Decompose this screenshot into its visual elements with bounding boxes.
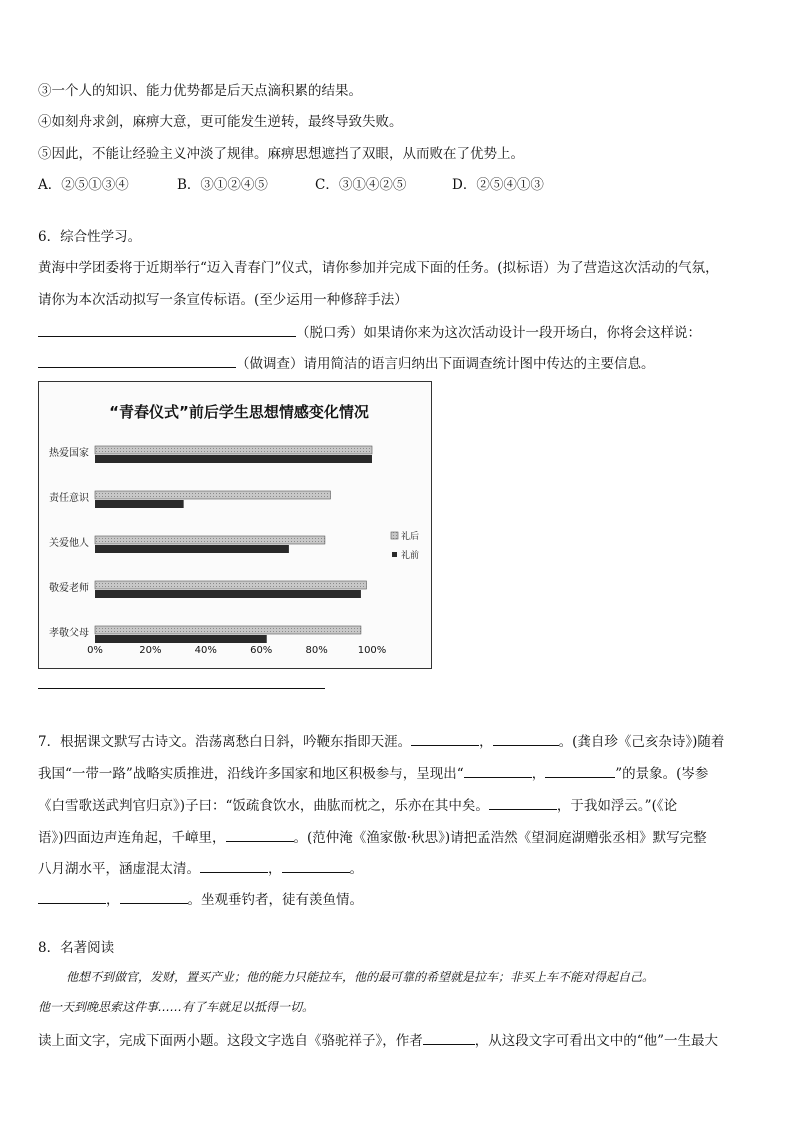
option-a: A．②⑤①③④ [38, 177, 129, 193]
category-label: 热爱国家 [49, 448, 89, 459]
bar-after [95, 581, 366, 589]
question-7-line-2 [38, 763, 708, 783]
survey-text: （做调查）请用简洁的语言归纳出下面调查统计图中传达的主要信息。 [236, 356, 655, 372]
text-line-1: ③一个人的知识、能力优势都是后天点滴积累的结果。 [38, 83, 362, 99]
comma: ， [268, 861, 282, 877]
answer-blank[interactable] [411, 731, 479, 746]
bar-before [95, 500, 184, 508]
question-6-paragraph-2: 请你为本次活动拟写一条宣传标语。(至少运用一种修辞手法） [38, 292, 408, 308]
comma: ， [106, 892, 120, 908]
bar-before [95, 545, 289, 553]
bar-before [95, 635, 267, 643]
q8-text-a: 读上面文字，完成下面两小题。这段文字选自《骆驼祥子》，作者 [38, 1033, 423, 1049]
q7-text-1b: 。(龚自珍《己亥杂诗》)随着 [558, 734, 725, 750]
category-label: 责任意识 [49, 493, 89, 504]
answer-blank[interactable] [200, 858, 268, 873]
answer-blank[interactable] [493, 731, 559, 746]
x-tick-label: 60% [250, 645, 273, 656]
answer-blank[interactable] [38, 322, 296, 337]
question-6-paragraph-4 [38, 353, 655, 373]
answer-blank[interactable] [282, 858, 350, 873]
category-label: 敬爱老师 [49, 583, 89, 594]
question-7-line-6 [38, 889, 363, 909]
question-7-line-4 [38, 827, 707, 847]
x-tick-label: 80% [305, 645, 328, 656]
comma: ， [531, 766, 546, 782]
q7-text-2b: ”的景象。(岑参 [615, 766, 709, 782]
q7-text-3a: 《白雪歌送武判官归京》)子曰：“饭疏食饮水，曲肱而枕之，乐亦在其中矣。 [38, 798, 489, 814]
bar-before [95, 455, 372, 463]
q7-text-4b: 。(范仲淹《渔家傲·秋思》)请把孟浩然《望洞庭湖赠张丞相》默写完整 [293, 830, 707, 846]
legend-label-before: 礼前 [401, 551, 420, 561]
legend-swatch-before [392, 552, 397, 557]
labels-layer [49, 446, 90, 639]
x-tick-label: 40% [194, 645, 217, 656]
text-line-3: ⑤因此，不能让经验主义冲淡了规律。麻痹思想遮挡了双眼，从而败在了优势上。 [38, 146, 524, 162]
option-c: C．③①④②⑤ [315, 177, 407, 193]
question-7-line-1 [38, 731, 724, 751]
question-6-title: 6．综合性学习。 [38, 229, 142, 245]
q7-text-3b: ，于我如浮云。”(《论 [556, 798, 678, 814]
bar-after [95, 626, 361, 634]
answer-blank[interactable] [38, 353, 236, 368]
excerpt-line-1: 他想不到做官，发财，置买产业；他的能力只能拉车，他的最可靠的希望就是拉车；非买上车不能对得起自己。 [66, 970, 655, 984]
question-7-line-3 [38, 795, 677, 815]
chart-canvas [39, 382, 431, 668]
q7-text-5: 八月湖水平，涵虚混太清。 [38, 861, 200, 877]
question-6-paragraph-1: 黄海中学团委将于近期举行“迈入青春门”仪式，请你参加并完成下面的任务。(拟标语）为了营造这次活动的气氛， [38, 260, 719, 276]
question-8-instruction [38, 1030, 718, 1050]
bars-layer [95, 446, 372, 643]
chart-title: “青春仪式”前后学生思想情感变化情况 [109, 403, 369, 421]
answer-blank[interactable] [464, 763, 532, 778]
bar-after [95, 491, 330, 499]
chart-answer-line [38, 674, 325, 694]
answer-blank[interactable] [545, 763, 615, 778]
answer-blank[interactable] [38, 889, 106, 904]
answer-blank[interactable] [423, 1030, 475, 1045]
bar-after [95, 446, 372, 454]
answer-blank[interactable] [38, 674, 325, 689]
legend-label-after: 礼后 [401, 532, 420, 542]
q7-text-1: 7．根据课文默写古诗文。浩荡离愁白日斜，吟鞭东指即天涯。 [38, 734, 412, 750]
chart-legend [391, 530, 419, 561]
question-7-line-5 [38, 858, 363, 878]
category-label: 关爱他人 [49, 538, 89, 549]
option-b: B．③①②④⑤ [177, 177, 268, 193]
q7-text-4a: 语》)四面边声连角起，千嶂里， [38, 830, 226, 846]
x-tick-label: 0% [87, 645, 103, 656]
question-6-paragraph-3 [38, 322, 701, 342]
period: 。 [349, 861, 363, 877]
talk-show-text: （脱口秀）如果请你来为这次活动设计一段开场白，你将会这样说： [296, 325, 701, 341]
text-line-2: ④如刻舟求剑，麻痹大意，更可能发生逆转，最终导致失败。 [38, 114, 403, 130]
q8-text-b: ，从这段文字可看出文中的“他”一生最大 [474, 1033, 719, 1049]
question-8-title: 8．名著阅读 [38, 940, 115, 956]
ticks-layer [87, 645, 386, 656]
option-d: D．②⑤④①③ [452, 177, 544, 193]
bar-before [95, 590, 361, 598]
q7-text-2a: 我国“一带一路”战略实质推进，沿线许多国家和地区积极参与，呈现出“ [38, 766, 464, 782]
bar-after [95, 536, 325, 544]
survey-bar-chart [38, 381, 432, 669]
answer-blank[interactable] [120, 889, 188, 904]
category-label: 孝敬父母 [49, 628, 89, 639]
comma: ， [479, 734, 493, 750]
excerpt-line-2: 他一天到晚思索这件事……有了车就足以抵得一切。 [38, 1000, 315, 1014]
x-tick-label: 20% [139, 645, 162, 656]
answer-blank[interactable] [226, 827, 294, 842]
x-tick-label: 100% [357, 645, 387, 656]
answer-blank[interactable] [489, 795, 557, 810]
q7-text-6: 。坐观垂钓者，徒有羡鱼情。 [187, 892, 363, 908]
legend-swatch-after [391, 532, 398, 539]
